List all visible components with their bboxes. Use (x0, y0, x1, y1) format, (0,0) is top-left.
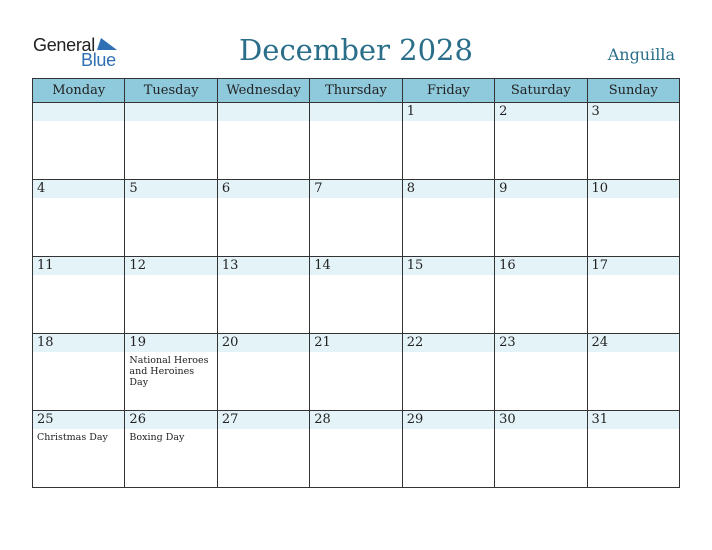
day-cell (33, 334, 125, 411)
day-header-band (310, 103, 401, 121)
weekday-header: Monday (33, 79, 125, 103)
weekday-header: Wednesday (217, 79, 309, 103)
day-number: 14 (314, 258, 331, 273)
day-cell (125, 411, 217, 488)
weekday-header: Saturday (495, 79, 587, 103)
day-cell (33, 103, 125, 180)
week-row (33, 103, 680, 180)
calendar-grid (32, 78, 680, 488)
day-number: 13 (221, 258, 239, 273)
day-number: 12 (129, 258, 146, 273)
day-header-band (33, 180, 124, 198)
day-number: 17 (591, 258, 609, 273)
day-cell (125, 103, 217, 180)
day-number: 8 (406, 181, 415, 196)
day-header-band (495, 103, 586, 121)
day-cell (310, 103, 402, 180)
day-cell (310, 334, 402, 411)
week-row (33, 411, 680, 488)
logo-word-blue: Blue (81, 50, 116, 70)
day-number: 29 (406, 412, 424, 427)
day-cell (587, 257, 679, 334)
day-number: 2 (499, 104, 508, 119)
day-cell (217, 257, 309, 334)
day-cell (310, 257, 402, 334)
day-number: 25 (37, 412, 54, 427)
day-number: 21 (314, 335, 331, 350)
day-cell (310, 411, 402, 488)
day-cell (402, 334, 494, 411)
day-cell (33, 257, 125, 334)
day-number: 3 (591, 104, 600, 119)
day-number: 5 (129, 181, 138, 196)
logo-triangle-icon (97, 37, 117, 51)
day-number: 18 (37, 335, 54, 350)
day-number: 20 (221, 335, 239, 350)
day-cell (402, 257, 494, 334)
day-number: 4 (37, 181, 46, 196)
day-cell (125, 334, 217, 411)
day-cell (217, 103, 309, 180)
day-cell (310, 180, 402, 257)
weekday-header: Thursday (310, 79, 402, 103)
day-cell (33, 180, 125, 257)
day-number: 11 (37, 258, 54, 273)
logo-word-general: General (33, 35, 95, 55)
week-row (33, 180, 680, 257)
day-number: 24 (591, 335, 609, 350)
day-header-band (588, 103, 679, 121)
day-cell (587, 103, 679, 180)
calendar-title: December 2028 (239, 33, 473, 67)
day-cell (217, 334, 309, 411)
day-number: 27 (221, 412, 239, 427)
day-cell (217, 411, 309, 488)
day-header-band (403, 103, 494, 121)
day-cell (402, 103, 494, 180)
day-number: 1 (406, 104, 415, 119)
day-cell (495, 334, 587, 411)
weekday-header: Sunday (587, 79, 679, 103)
weekday-header: Friday (402, 79, 494, 103)
day-cell (402, 411, 494, 488)
day-cell (33, 411, 125, 488)
day-cell (587, 334, 679, 411)
day-cell (402, 180, 494, 257)
day-number: 9 (499, 181, 508, 196)
holiday-label: National Heroes and Heroines Day (129, 355, 209, 388)
week-row (33, 257, 680, 334)
day-number: 30 (499, 412, 516, 427)
day-cell (495, 411, 587, 488)
day-number: 15 (406, 258, 424, 273)
weekday-header: Tuesday (125, 79, 217, 103)
day-cell (125, 180, 217, 257)
day-number: 7 (314, 181, 323, 196)
day-number: 23 (499, 335, 516, 350)
weekday-header-row (33, 79, 680, 103)
day-number: 31 (591, 412, 609, 427)
day-cell (495, 257, 587, 334)
day-header-band (310, 180, 401, 198)
country-label: Anguilla (607, 45, 675, 64)
day-cell (217, 180, 309, 257)
day-header-band (218, 180, 309, 198)
holiday-label: Christmas Day (37, 432, 108, 443)
day-number: 26 (129, 412, 146, 427)
day-header-band (495, 180, 586, 198)
holiday-label: Boxing Day (129, 432, 185, 443)
day-header-band (125, 103, 216, 121)
day-number: 19 (129, 335, 146, 350)
day-cell (495, 180, 587, 257)
day-number: 6 (221, 181, 231, 196)
day-number: 10 (591, 181, 609, 196)
day-header-band (218, 103, 309, 121)
day-header-band (403, 180, 494, 198)
day-number: 16 (499, 258, 516, 273)
day-cell (125, 257, 217, 334)
day-header-band (125, 180, 216, 198)
day-cell (587, 180, 679, 257)
day-cell (495, 103, 587, 180)
day-number: 28 (314, 412, 331, 427)
generalblue-logo (33, 35, 123, 69)
week-row (33, 334, 680, 411)
day-header-band (33, 103, 124, 121)
day-number: 22 (406, 335, 424, 350)
day-cell (587, 411, 679, 488)
